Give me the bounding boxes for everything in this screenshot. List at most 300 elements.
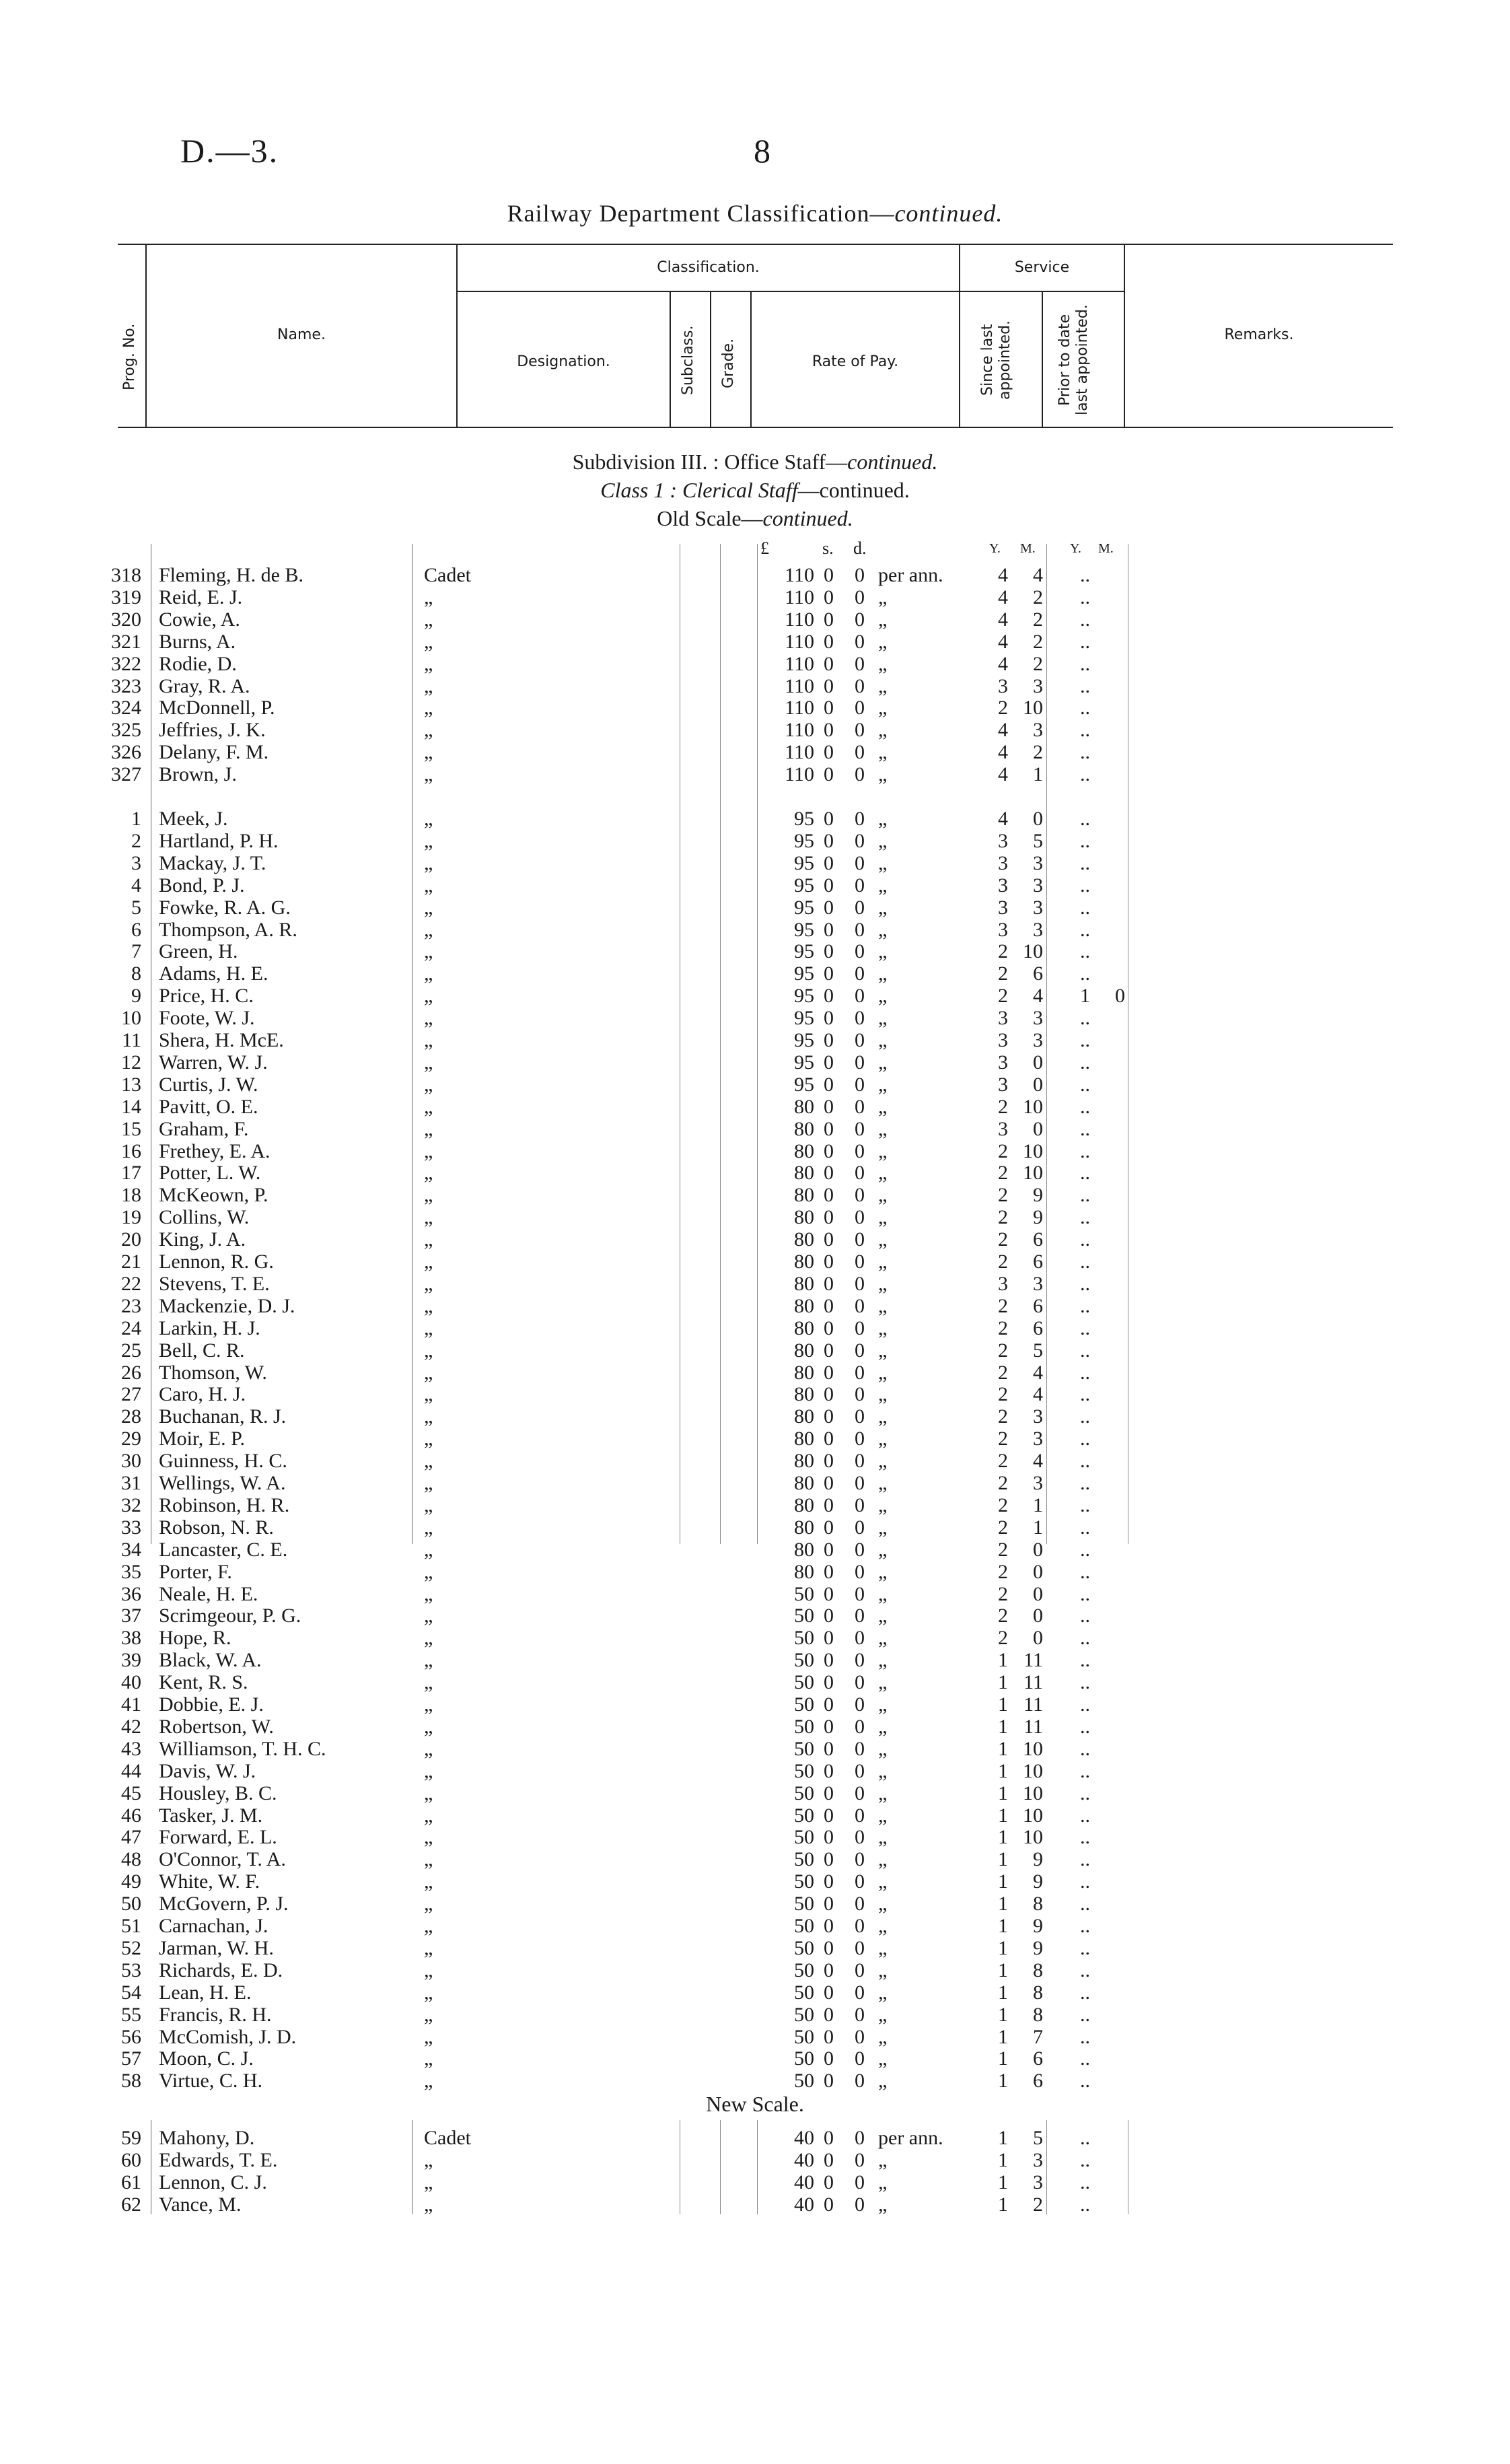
rate-pence: 0 <box>855 2193 865 2216</box>
prog-no: 60 <box>121 2148 141 2171</box>
rate-shillings: 0 <box>824 1251 834 1273</box>
designation: „ <box>424 1915 433 1937</box>
employee-name: Larkin, H. J. <box>159 1316 260 1339</box>
rate-pence: 0 <box>855 1162 865 1185</box>
rate-shillings: 0 <box>824 1316 834 1339</box>
service-years: 4 <box>998 808 1008 830</box>
rate-pence: 0 <box>855 1649 865 1672</box>
rate-pounds: 95 <box>794 1029 814 1051</box>
employee-name: Delany, F. M. <box>159 741 269 764</box>
unit-pound: £ <box>760 538 769 558</box>
employee-name: Caro, H. J. <box>159 1383 246 1406</box>
service-years: 2 <box>998 1361 1008 1384</box>
service-years: 2 <box>998 697 1008 719</box>
employee-name: Gray, R. A. <box>159 674 250 697</box>
rate-shillings: 0 <box>824 1893 834 1915</box>
rate-period: „ <box>878 1228 888 1251</box>
rate-pounds: 80 <box>794 1272 814 1295</box>
rate-pounds: 95 <box>794 874 814 896</box>
prior-years: .. <box>1080 1981 1090 2004</box>
designation: „ <box>424 1627 433 1650</box>
designation: „ <box>424 1693 433 1716</box>
rate-shillings: 0 <box>824 1915 834 1937</box>
rate-period: „ <box>878 1782 888 1804</box>
service-years: 1 <box>998 1693 1008 1716</box>
service-months: 8 <box>1033 1959 1043 1981</box>
service-years: 3 <box>998 851 1008 874</box>
rate-period: „ <box>878 1428 888 1450</box>
header-service: Service <box>1014 259 1070 276</box>
employee-name: Carnachan, J. <box>159 1915 268 1937</box>
service-months: 0 <box>1033 1051 1043 1073</box>
employee-name: Price, H. C. <box>159 985 254 1008</box>
class-heading: Class 1 : Clerical Staff—continued. <box>600 478 910 502</box>
prog-no: 17 <box>121 1162 141 1185</box>
designation: „ <box>424 1007 433 1030</box>
prior-years: .. <box>1080 564 1090 586</box>
rate-shillings: 0 <box>824 1605 834 1627</box>
employee-name: Guinness, H. C. <box>159 1450 287 1473</box>
rate-pence: 0 <box>855 1959 865 1981</box>
rate-pounds: 80 <box>794 1450 814 1473</box>
rate-pounds: 50 <box>794 1649 814 1672</box>
employee-name: Wellings, W. A. <box>159 1472 286 1494</box>
rate-pence: 0 <box>855 719 865 742</box>
table-row <box>0 1096 1510 1118</box>
rate-shillings: 0 <box>824 697 834 719</box>
service-months: 6 <box>1033 962 1043 985</box>
service-years: 1 <box>998 2193 1008 2216</box>
service-months: 10 <box>1023 1782 1043 1804</box>
prior-years: .. <box>1080 851 1090 874</box>
prog-no: 13 <box>121 1073 141 1096</box>
designation: „ <box>424 2171 433 2193</box>
rate-shillings: 0 <box>824 1715 834 1738</box>
service-years: 1 <box>998 2148 1008 2171</box>
rate-shillings: 0 <box>824 564 834 586</box>
employee-name: Forward, E. L. <box>159 1826 277 1849</box>
service-years: 2 <box>998 1428 1008 1450</box>
designation: „ <box>424 851 433 874</box>
rate-pounds: 80 <box>794 1361 814 1384</box>
service-months: 9 <box>1033 1206 1043 1229</box>
service-years: 2 <box>998 1516 1008 1539</box>
rate-period: „ <box>878 741 888 764</box>
table-row <box>0 1251 1510 1273</box>
rate-pence: 0 <box>855 1759 865 1782</box>
designation: „ <box>424 1737 433 1760</box>
rate-shillings: 0 <box>824 1450 834 1473</box>
rate-shillings: 0 <box>824 1073 834 1096</box>
rate-pence: 0 <box>855 1605 865 1627</box>
unit-months-prior: M. <box>1098 541 1114 556</box>
rate-period: „ <box>878 2025 888 2048</box>
rate-period: „ <box>878 1804 888 1827</box>
designation: Cadet <box>424 2127 471 2149</box>
rate-pence: 0 <box>855 1095 865 1118</box>
rate-pounds: 95 <box>794 896 814 919</box>
rate-shillings: 0 <box>824 763 834 786</box>
rate-pence: 0 <box>855 1915 865 1937</box>
rate-pounds: 95 <box>794 808 814 830</box>
prog-no: 2 <box>131 829 141 852</box>
table-row <box>0 1605 1510 1627</box>
service-years: 1 <box>998 1936 1008 1959</box>
employee-name: McComish, J. D. <box>159 2025 297 2048</box>
rate-shillings: 0 <box>824 2025 834 2048</box>
table-row <box>0 919 1510 941</box>
designation: „ <box>424 2047 433 2070</box>
designation: „ <box>424 1251 433 1273</box>
rate-pounds: 80 <box>794 1206 814 1229</box>
rate-period: „ <box>878 1649 888 1672</box>
prior-years: .. <box>1080 1649 1090 1672</box>
rate-period: „ <box>878 1759 888 1782</box>
rate-pounds: 80 <box>794 1493 814 1516</box>
employee-name: Frethey, E. A. <box>159 1139 271 1162</box>
rate-pounds: 80 <box>794 1383 814 1406</box>
prog-no: 24 <box>121 1316 141 1339</box>
rate-pence: 0 <box>855 1826 865 1849</box>
service-months: 2 <box>1033 652 1043 675</box>
rate-period: „ <box>878 1294 888 1317</box>
rate-shillings: 0 <box>824 1051 834 1073</box>
header-subclass: Subclass. <box>680 325 696 395</box>
prog-no: 23 <box>121 1294 141 1317</box>
designation: „ <box>424 962 433 985</box>
service-years: 2 <box>998 1493 1008 1516</box>
rate-pounds: 50 <box>794 1737 814 1760</box>
rate-shillings: 0 <box>824 896 834 919</box>
rate-shillings: 0 <box>824 829 834 852</box>
prior-years: .. <box>1080 1294 1090 1317</box>
prior-years: .. <box>1080 1915 1090 1937</box>
prior-years: .. <box>1080 808 1090 830</box>
table-row <box>0 2193 1510 2216</box>
designation: „ <box>424 1759 433 1782</box>
designation: „ <box>424 1804 433 1827</box>
service-months: 9 <box>1033 1870 1043 1893</box>
employee-name: Cowie, A. <box>159 608 240 631</box>
prog-no: 8 <box>131 962 141 985</box>
service-years: 2 <box>998 1339 1008 1362</box>
employee-name: Robson, N. R. <box>159 1516 274 1539</box>
prior-years: .. <box>1080 2171 1090 2193</box>
table-row <box>0 1317 1510 1339</box>
title-italic: continued. <box>894 200 1003 227</box>
designation: „ <box>424 674 433 697</box>
prior-years: .. <box>1080 1759 1090 1782</box>
prior-years: .. <box>1080 1627 1090 1650</box>
rate-pence: 0 <box>855 1339 865 1362</box>
rate-pounds: 50 <box>794 1959 814 1981</box>
prog-no: 12 <box>121 1051 141 1073</box>
service-years: 2 <box>998 1560 1008 1583</box>
rate-pence: 0 <box>855 829 865 852</box>
rate-pence: 0 <box>855 1029 865 1051</box>
prior-years: .. <box>1080 1826 1090 1849</box>
designation: „ <box>424 1981 433 2004</box>
rate-period: „ <box>878 1361 888 1384</box>
prog-no: 51 <box>121 1915 141 1937</box>
designation: „ <box>424 719 433 742</box>
prog-no: 57 <box>121 2047 141 2070</box>
rate-pounds: 80 <box>794 1117 814 1140</box>
rate-period: „ <box>878 1560 888 1583</box>
table-row <box>0 1362 1510 1384</box>
prior-years: .. <box>1080 1316 1090 1339</box>
service-years: 3 <box>998 829 1008 852</box>
rate-pence: 0 <box>855 962 865 985</box>
designation: „ <box>424 1294 433 1317</box>
rate-pounds: 50 <box>794 2047 814 2070</box>
prog-no: 47 <box>121 1826 141 1849</box>
rate-period: „ <box>878 1671 888 1694</box>
service-years: 2 <box>998 985 1008 1008</box>
prior-years: .. <box>1080 1029 1090 1051</box>
service-months: 4 <box>1033 564 1043 586</box>
service-years: 2 <box>998 962 1008 985</box>
employee-name: Bell, C. R. <box>159 1339 245 1362</box>
prog-no: 44 <box>121 1759 141 1782</box>
prog-no: 320 <box>111 608 141 631</box>
prog-no: 29 <box>121 1428 141 1450</box>
table-row <box>0 852 1510 874</box>
prog-no: 39 <box>121 1649 141 1672</box>
document-reference: D.—3. <box>180 132 279 170</box>
prior-years: .. <box>1080 2148 1090 2171</box>
prior-years: .. <box>1080 697 1090 719</box>
prog-no: 11 <box>122 1029 141 1051</box>
prog-no: 322 <box>111 652 141 675</box>
prior-years: .. <box>1080 1361 1090 1384</box>
rate-period: „ <box>878 1693 888 1716</box>
prog-no: 54 <box>121 1981 141 2004</box>
table-row <box>0 1738 1510 1760</box>
designation: „ <box>424 1450 433 1473</box>
employee-name: Lean, H. E. <box>159 1981 252 2004</box>
prior-years: .. <box>1080 2193 1090 2216</box>
employee-name: Bond, P. J. <box>159 874 245 896</box>
rate-pounds: 80 <box>794 1316 814 1339</box>
table-row <box>0 896 1510 919</box>
prog-no: 4 <box>131 874 141 896</box>
employee-name: Shera, H. McE. <box>159 1029 284 1051</box>
rate-pence: 0 <box>855 1073 865 1096</box>
service-years: 2 <box>998 1162 1008 1185</box>
employee-name: Francis, R. H. <box>159 2003 272 2026</box>
rate-shillings: 0 <box>824 1759 834 1782</box>
rate-pounds: 110 <box>785 564 814 586</box>
rate-shillings: 0 <box>824 1627 834 1650</box>
designation: „ <box>424 1095 433 1118</box>
employee-name: White, W. F. <box>159 1870 260 1893</box>
table-row <box>0 830 1510 852</box>
rate-pence: 0 <box>855 586 865 608</box>
prior-years: .. <box>1080 1693 1090 1716</box>
service-years: 1 <box>998 1915 1008 1937</box>
rate-shillings: 0 <box>824 1117 834 1140</box>
rate-pence: 0 <box>855 1627 865 1650</box>
rate-pounds: 110 <box>785 608 814 631</box>
prog-no: 26 <box>121 1361 141 1384</box>
rate-shillings: 0 <box>824 1671 834 1694</box>
service-months: 5 <box>1033 2127 1043 2149</box>
service-months: 6 <box>1033 1316 1043 1339</box>
prog-no: 28 <box>121 1405 141 1428</box>
service-months: 7 <box>1033 2025 1043 2048</box>
rate-pence: 0 <box>855 985 865 1008</box>
service-months: 2 <box>1033 741 1043 764</box>
service-years: 2 <box>998 1139 1008 1162</box>
prog-no: 42 <box>121 1715 141 1738</box>
employee-name: Rodie, D. <box>159 652 237 675</box>
prior-years: .. <box>1080 1472 1090 1494</box>
table-row <box>0 1051 1510 1073</box>
service-months: 5 <box>1033 1339 1043 1362</box>
service-months: 3 <box>1033 2148 1043 2171</box>
service-months: 1 <box>1033 1516 1043 1539</box>
table-row <box>0 1893 1510 1915</box>
rate-pounds: 95 <box>794 918 814 941</box>
rate-shillings: 0 <box>824 985 834 1008</box>
employee-name: Black, W. A. <box>159 1649 262 1672</box>
prior-years: .. <box>1080 652 1090 675</box>
prior-years: .. <box>1080 1095 1090 1118</box>
service-months: 10 <box>1023 940 1043 963</box>
rate-shillings: 0 <box>824 1538 834 1561</box>
rate-pounds: 80 <box>794 1184 814 1207</box>
employee-name: Moir, E. P. <box>159 1428 245 1450</box>
rate-shillings: 0 <box>824 1184 834 1207</box>
rate-period: „ <box>878 1605 888 1627</box>
service-years: 2 <box>998 1538 1008 1561</box>
service-months: 10 <box>1023 1737 1043 1760</box>
designation: „ <box>424 940 433 963</box>
prior-years: .. <box>1080 1605 1090 1627</box>
designation: „ <box>424 1582 433 1605</box>
table-row <box>0 1627 1510 1649</box>
service-years: 1 <box>998 2047 1008 2070</box>
employee-name: Hope, R. <box>159 1627 231 1650</box>
rate-shillings: 0 <box>824 2003 834 2026</box>
service-months: 11 <box>1023 1649 1043 1672</box>
rate-shillings: 0 <box>824 1007 834 1030</box>
prior-years: .. <box>1080 1117 1090 1140</box>
employee-name: Graham, F. <box>159 1117 249 1140</box>
rate-pence: 0 <box>855 1538 865 1561</box>
prior-years: .. <box>1080 2003 1090 2026</box>
prior-years: .. <box>1080 1339 1090 1362</box>
prog-no: 7 <box>131 940 141 963</box>
service-years: 1 <box>998 1959 1008 1981</box>
designation: „ <box>424 874 433 896</box>
service-months: 6 <box>1033 1251 1043 1273</box>
rate-pence: 0 <box>855 896 865 919</box>
rate-pence: 0 <box>855 1450 865 1473</box>
prior-years: .. <box>1080 1870 1090 1893</box>
rate-pounds: 50 <box>794 1848 814 1871</box>
prog-no: 21 <box>121 1251 141 1273</box>
rate-pence: 0 <box>855 2127 865 2149</box>
service-years: 3 <box>998 1051 1008 1073</box>
rate-shillings: 0 <box>824 1383 834 1406</box>
prior-years: .. <box>1080 1139 1090 1162</box>
service-months: 10 <box>1023 1804 1043 1827</box>
rate-pence: 0 <box>855 1383 865 1406</box>
service-years: 2 <box>998 1582 1008 1605</box>
table-row <box>0 2070 1510 2092</box>
prog-no: 18 <box>121 1184 141 1207</box>
service-years: 3 <box>998 1007 1008 1030</box>
designation: „ <box>424 1516 433 1539</box>
rate-pence: 0 <box>855 1117 865 1140</box>
rate-shillings: 0 <box>824 1782 834 1804</box>
rate-pounds: 80 <box>794 1228 814 1251</box>
rate-shillings: 0 <box>824 1560 834 1583</box>
designation: „ <box>424 808 433 830</box>
employee-name: Tasker, J. M. <box>159 1804 263 1827</box>
rate-pence: 0 <box>855 1516 865 1539</box>
rate-pounds: 40 <box>794 2193 814 2216</box>
prior-years: .. <box>1080 829 1090 852</box>
employee-name: McKeown, P. <box>159 1184 268 1207</box>
header-since-last-appointed: Since last appointed. <box>979 320 1013 400</box>
table-row <box>0 2171 1510 2193</box>
designation: „ <box>424 2070 433 2092</box>
table-row <box>0 1716 1510 1738</box>
rate-period: „ <box>878 652 888 675</box>
service-months: 3 <box>1033 719 1043 742</box>
table-row <box>0 1583 1510 1605</box>
service-years: 2 <box>998 1627 1008 1650</box>
service-years: 2 <box>998 1605 1008 1627</box>
rate-pounds: 95 <box>794 829 814 852</box>
prog-no: 43 <box>121 1737 141 1760</box>
prior-months: 0 <box>1115 985 1125 1008</box>
table-row <box>0 1981 1510 2004</box>
designation: „ <box>424 1428 433 1450</box>
designation: „ <box>424 1893 433 1915</box>
service-months: 10 <box>1023 1095 1043 1118</box>
designation: „ <box>424 1206 433 1229</box>
rate-period: „ <box>878 874 888 896</box>
prog-no: 55 <box>121 2003 141 2026</box>
table-row <box>0 1118 1510 1140</box>
employee-name: Meek, J. <box>159 808 228 830</box>
employee-name: Vance, M. <box>159 2193 242 2216</box>
table-row <box>0 586 1510 608</box>
header-classification: Classification. <box>657 259 760 276</box>
designation: „ <box>424 2003 433 2026</box>
rate-pounds: 50 <box>794 1826 814 1849</box>
designation: „ <box>424 918 433 941</box>
employee-name: Scrimgeour, P. G. <box>159 1605 301 1627</box>
prog-no: 3 <box>131 851 141 874</box>
service-years: 4 <box>998 630 1008 653</box>
table-row <box>0 1184 1510 1206</box>
rate-shillings: 0 <box>824 1959 834 1981</box>
rate-pounds: 110 <box>785 674 814 697</box>
service-years: 4 <box>998 763 1008 786</box>
table-row <box>0 962 1510 985</box>
rate-pounds: 80 <box>794 1472 814 1494</box>
rate-shillings: 0 <box>824 808 834 830</box>
rate-period: „ <box>878 2148 888 2171</box>
prog-no: 41 <box>121 1693 141 1716</box>
rate-pounds: 80 <box>794 1251 814 1273</box>
rate-shillings: 0 <box>824 1649 834 1672</box>
